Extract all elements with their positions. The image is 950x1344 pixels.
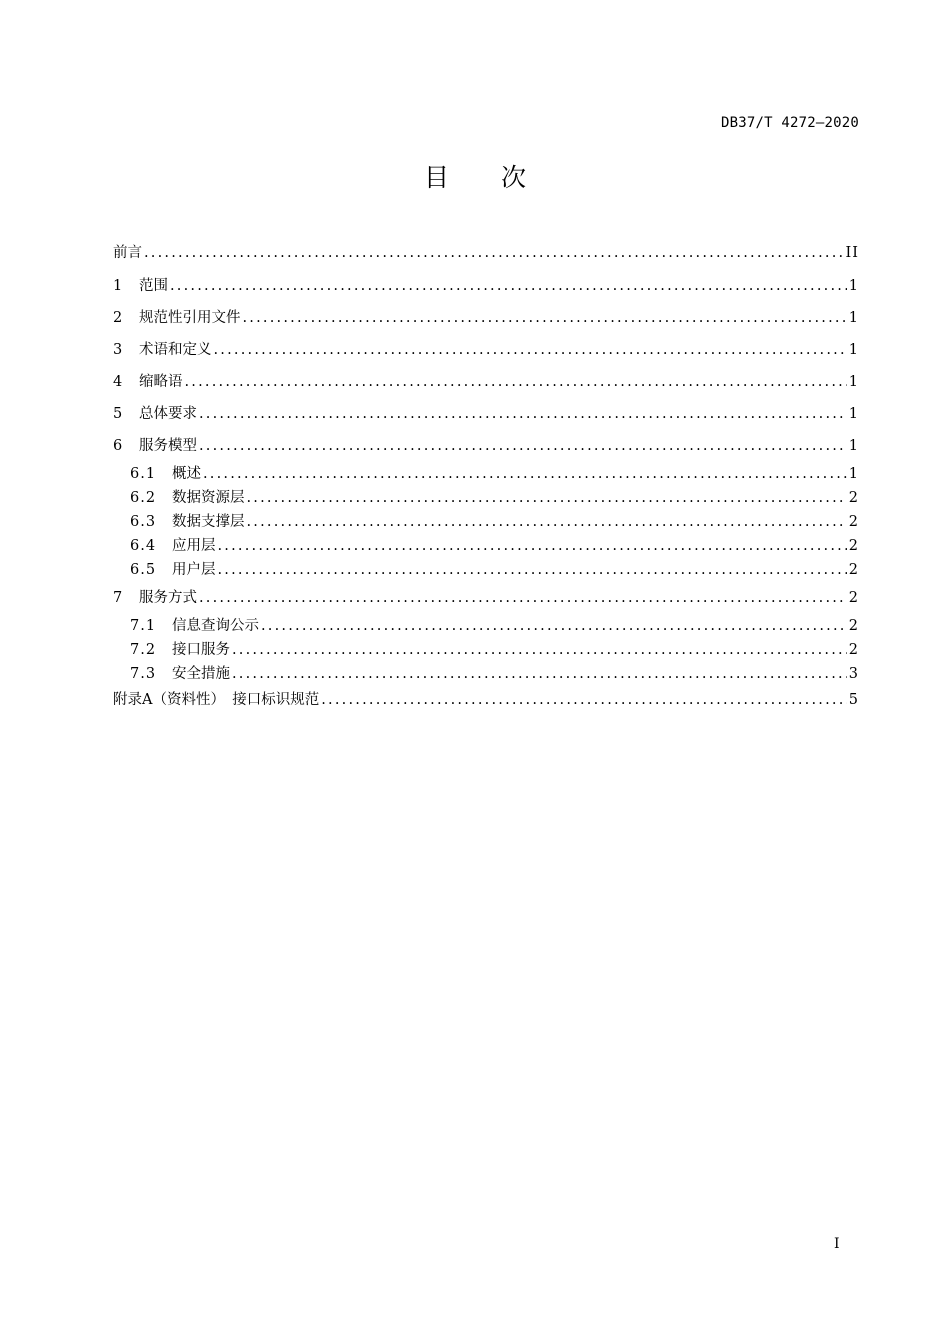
toc-entry-label: 接口服务 [172,642,230,658]
toc-entry-7-2[interactable] [130,639,859,661]
toc-leader [261,615,847,637]
toc-entry-number: 4 [113,374,123,390]
page-title: 目 次 [424,163,548,192]
toc-entry-number: 6.3 [130,514,157,530]
toc-entry-label: 服务模型 [139,438,197,454]
toc-page-number: 1 [848,278,859,294]
toc-entry-label: 规范性引用文件 [139,310,241,326]
toc-entry-number: 7.3 [130,666,157,682]
toc-page-number: II [845,245,859,261]
toc-entry-number: 6 [113,438,123,454]
toc-leader [232,663,847,685]
toc-entry-4[interactable] [113,371,859,393]
toc-entry-label: 信息查询公示 [172,618,259,634]
toc-leader [199,435,847,457]
toc-leader [185,371,847,393]
toc-leader [170,275,847,297]
toc-page-number: 2 [848,618,859,634]
document-code: DB37/T 4272—2020 [720,115,859,131]
toc-page-number: 2 [848,590,859,606]
toc-entry-5[interactable] [113,403,859,425]
toc-entry-7-3[interactable] [130,663,859,685]
toc-entry-number: 3 [113,342,123,358]
toc-entry-6-1[interactable] [130,463,859,485]
toc-leader [144,242,844,264]
toc-page-number: 5 [848,692,859,708]
toc-leader [232,639,847,661]
toc-entry-7[interactable] [113,587,859,609]
toc-leader [247,487,847,509]
toc-leader [203,463,847,485]
toc-entry-6-5[interactable] [130,559,859,581]
toc-leader [321,689,847,711]
toc-entry-number: 2 [113,310,123,326]
toc-entry-7-1[interactable] [130,615,859,637]
toc-entry-6[interactable] [113,435,859,457]
toc-entry-number: 6.5 [130,562,157,578]
toc-entry-label: 概述 [172,466,201,482]
toc-entry-label: 总体要求 [139,406,197,422]
toc-entry-label: 应用层 [172,538,216,554]
toc-entry-number: 6.2 [130,490,157,506]
toc-entry-6-4[interactable] [130,535,859,557]
toc-page-number: 1 [848,374,859,390]
toc-entry-label: 范围 [139,278,168,294]
toc-entry-number: 1 [113,278,123,294]
footer-page-number: I [834,1236,840,1252]
toc-leader [199,403,847,425]
toc-page-number: 2 [848,562,859,578]
toc-entry-2[interactable] [113,307,859,329]
toc-entry-1[interactable] [113,275,859,297]
toc-entry-3[interactable] [113,339,859,361]
toc-page-number: 1 [848,406,859,422]
toc-entry-label: 缩略语 [139,374,183,390]
toc-leader [247,511,847,533]
toc-page-number: 1 [848,310,859,326]
toc-page-number: 2 [848,538,859,554]
toc-leader [214,339,847,361]
toc-page-number: 2 [848,490,859,506]
toc-entry-appendix-a[interactable] [113,689,859,711]
toc-entry-number: 5 [113,406,123,422]
toc-page-number: 2 [848,514,859,530]
toc-entry-number: 7.1 [130,618,157,634]
toc-entry-label: 术语和定义 [139,342,212,358]
toc-entry-number: 7 [113,590,123,606]
toc-entry-6-3[interactable] [130,511,859,533]
toc-entry-label: 安全措施 [172,666,230,682]
toc-page-number: 2 [848,642,859,658]
toc-page-number: 1 [848,342,859,358]
toc-entry-label: 数据资源层 [172,490,245,506]
toc-leader [218,535,847,557]
toc-entry-number: 7.2 [130,642,157,658]
toc-entry-label: 附录A（资料性） 接口标识规范 [113,692,320,708]
toc-leader [243,307,847,329]
toc-entry-number: 6.1 [130,466,157,482]
toc-leader [218,559,847,581]
toc-entry-label: 数据支撑层 [172,514,245,530]
toc-entry-number: 6.4 [130,538,157,554]
toc-leader [199,587,847,609]
toc-entry-6-2[interactable] [130,487,859,509]
toc-entry-label: 前言 [113,245,142,261]
toc-entry-label: 用户层 [172,562,216,578]
toc-page-number: 3 [848,666,859,682]
toc-entry-preface[interactable] [113,242,859,264]
toc-entry-label: 服务方式 [139,590,197,606]
toc-page-number: 1 [848,466,859,482]
toc-page-number: 1 [848,438,859,454]
